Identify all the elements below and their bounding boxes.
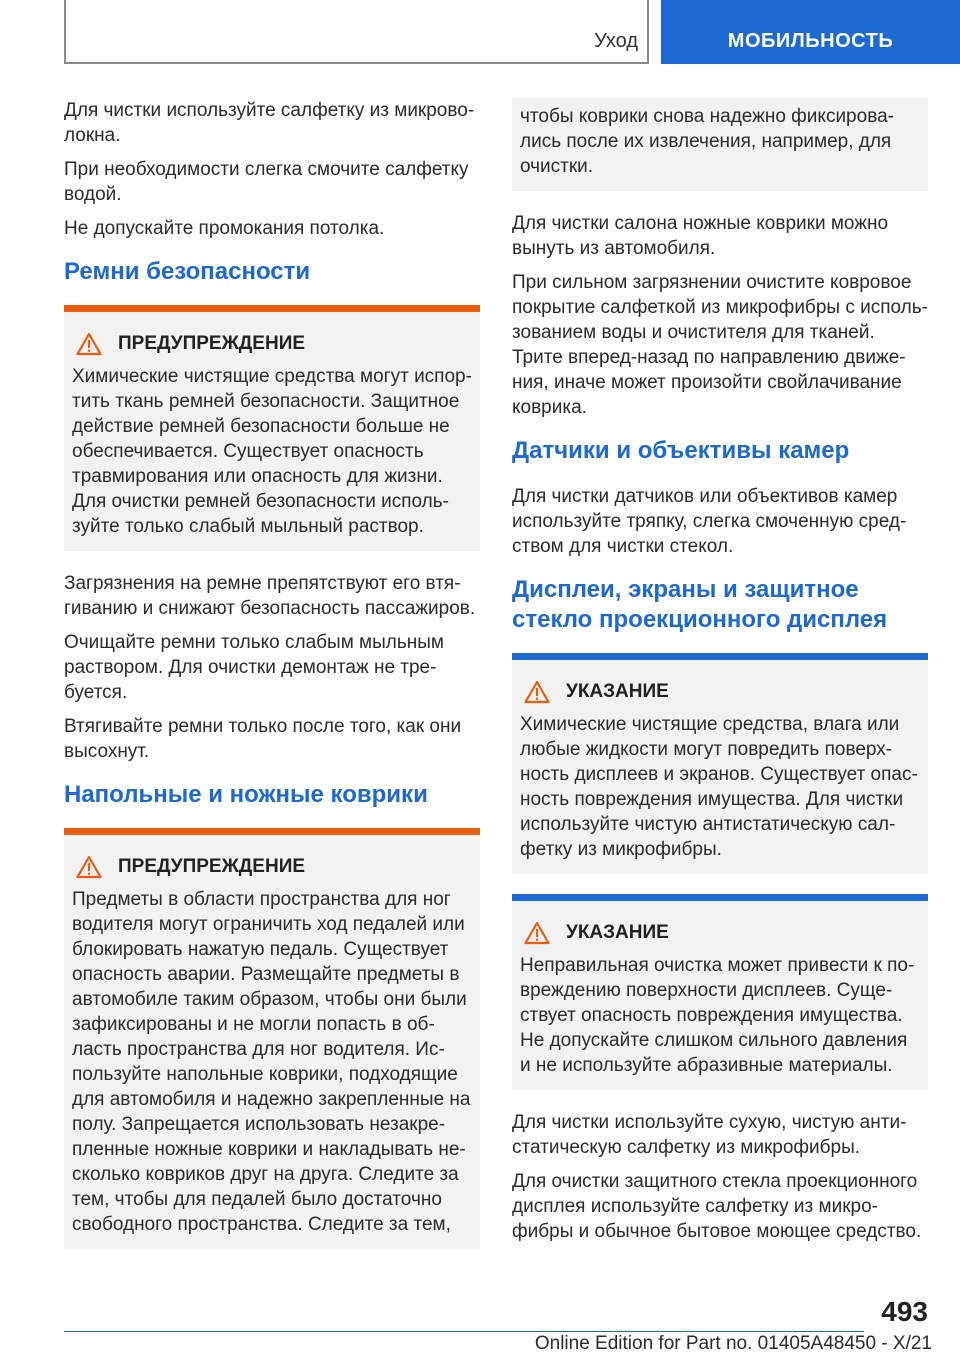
paragraph: При сильном загрязнении очистите ковровое покрытие салфеткой из микрофибры с использованием воды и очистителя для тканей. Трите вперед-назад по направлению движения, иначе может произойти свойлачивание коврика. — [512, 272, 928, 418]
warning-icon — [76, 332, 102, 356]
warning-box-mats — [64, 828, 480, 1249]
notice-box-displays — [512, 653, 928, 874]
paragraph: Втягивайте ремни только после того, как они высохнут. — [64, 716, 462, 762]
section-title: Уход — [594, 30, 638, 52]
paragraph: Не допускайте промокания потолка. — [64, 218, 385, 239]
warning-icon — [76, 855, 102, 879]
warning-title: ПРЕДУПРЕЖДЕНИЕ — [118, 856, 306, 877]
warning-box-continued — [512, 98, 928, 191]
notice-title: УКАЗАНИЕ — [566, 681, 669, 702]
left-column — [64, 98, 480, 1249]
warning-icon — [524, 921, 550, 945]
paragraph: При необходимости слегка смочите салфетку водой. — [64, 159, 469, 205]
right-column — [512, 98, 928, 1253]
page-number: 493 — [881, 1296, 928, 1327]
chapter-tab[interactable]: МОБИЛЬНОСТЬ — [661, 0, 960, 64]
paragraph: Для чистки датчиков или объективов камер используйте тряпку, слегка смоченную средством для чистки стекол. — [512, 486, 907, 557]
section-heading-mats: Напольные и ножные коврики — [64, 781, 428, 808]
warning-text: Химические чистящие средства могут испортить ткань ремней безопасности. Защитное действие ремней безопасности больше не обеспечивается. Существует опасность травмирования или опасность для жизни. Для очистки ремней безопасности используйте только слабый мыльный раствор. — [72, 366, 472, 537]
footer-edition: Online Edition for Part no. 01405A48450 - X/21 — [534, 1333, 932, 1354]
section-heading-sensors: Датчики и объективы камер — [512, 437, 850, 464]
notice-title: УКАЗАНИЕ — [566, 922, 669, 943]
warning-box-belts — [64, 305, 480, 551]
notice-text: Химические чистящие средства, влага или любые жидкости могут повредить поверхность дисплеев и экранов. Существует опасность повреждения имущества. Для чистки используйте чистую антистатическую салфетку из микрофибры. — [520, 714, 918, 860]
header-frame — [64, 0, 649, 64]
section-heading-belts: Ремни безопасности — [64, 258, 311, 285]
warning-text-continued: чтобы коврики снова надежно фиксировались после их извлечения, например, для очистки. — [520, 106, 894, 177]
section-heading-displays: Дисплеи, экраны и защитное стекло проекционного дисплея — [512, 576, 888, 633]
notice-text: Неправильная очистка может привести к повреждению поверхности дисплеев. Существует опасность повреждения имущества. Не допускайте слишком сильного давления и не используйте абразивные материалы. — [520, 955, 915, 1076]
paragraph: Для чистки используйте сухую, чистую антистатическую салфетку из микрофибры. — [512, 1112, 907, 1158]
warning-icon — [524, 680, 550, 704]
warning-text: Предметы в области пространства для ног водителя могут ограничить ход педалей или блокировать нажатую педаль. Существует опасность аварии. Размещайте предметы в автомобиле таким образом, чтобы они были зафиксированы и не могли попасть в область пространства для ног водителя. Используйте напольные коврики, подходящие для автомобиля и надежно закрепленные на полу. Запрещается использовать незакрепленные ножные коврики и накладывать несколько ковриков друг на друга. Следите за тем, чтобы для педалей было достаточно свободного пространства. Следите за тем, — [72, 889, 471, 1235]
paragraph: Загрязнения на ремне препятствуют его втягиванию и снижают безопасность пассажиров. — [64, 573, 476, 619]
footer-divider — [64, 1331, 864, 1332]
paragraph: Для очистки защитного стекла проекционного дисплея используйте салфетку из микрофибры и обычное бытовое моющее средство. — [512, 1171, 922, 1242]
paragraph: Для чистки используйте салфетку из микроволокна. — [64, 100, 475, 146]
notice-box-cleaning — [512, 894, 928, 1090]
paragraph: Очищайте ремни только слабым мыльным раствором. Для очистки демонтаж не требуется. — [64, 632, 444, 703]
paragraph: Для чистки салона ножные коврики можно вынуть из автомобиля. — [512, 213, 889, 259]
warning-title: ПРЕДУПРЕЖДЕНИЕ — [118, 333, 306, 354]
